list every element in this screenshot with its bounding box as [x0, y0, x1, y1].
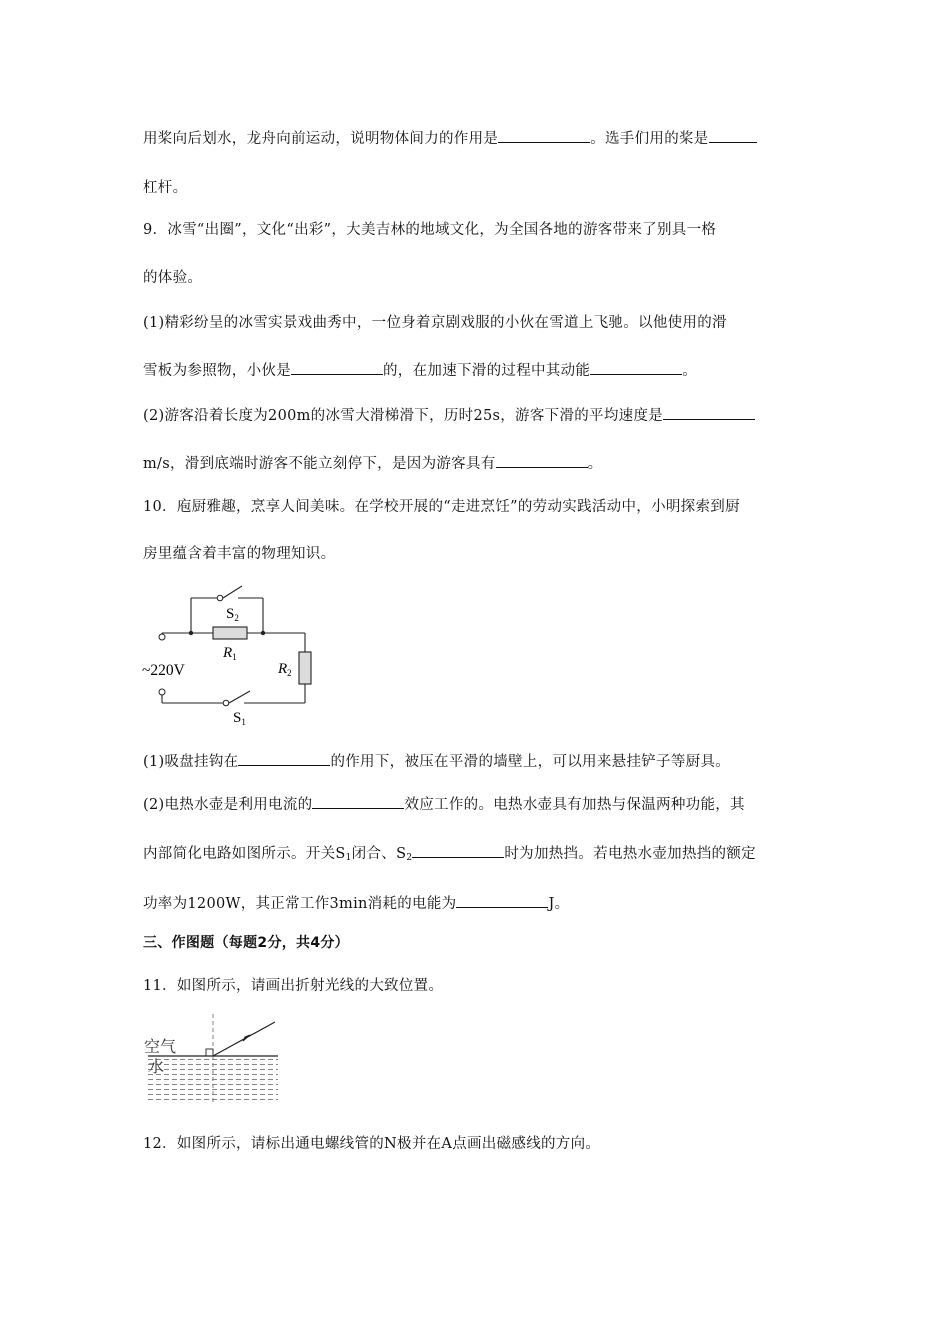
- text: 三、作图题（每题2分，共4分）: [143, 935, 349, 951]
- junction-dot: [189, 631, 193, 635]
- text-line: [143, 360, 810, 381]
- label-r2: $R_2$: [278, 661, 292, 678]
- subscript: 2: [406, 853, 413, 863]
- text-line: [143, 893, 810, 914]
- text-line: [143, 268, 810, 288]
- text: 用桨向后划水，龙舟向前运动，说明物体间力的作用是: [143, 131, 499, 147]
- text-line: [143, 128, 810, 149]
- question-9-2: [143, 405, 810, 426]
- text-line: [143, 544, 810, 564]
- label-water: 水: [148, 1059, 165, 1076]
- label-s2: $S_2$: [226, 606, 239, 623]
- text: 闭合、S: [351, 846, 407, 862]
- terminal: [159, 689, 165, 695]
- text: 12．如图所示，请标出通电螺线管的N极并在A点画出磁感线的方向。: [143, 1136, 601, 1152]
- switch-s1-blade: [229, 691, 250, 703]
- question-9: [143, 220, 810, 240]
- answer-blank[interactable]: [709, 128, 757, 143]
- switch-s2-contact: [217, 595, 223, 601]
- answer-blank[interactable]: [412, 843, 504, 858]
- text-line: [143, 453, 810, 474]
- text: (1)吸盘挂钩在: [143, 754, 239, 770]
- text: 杠杆。: [143, 180, 188, 196]
- answer-blank[interactable]: [238, 751, 330, 766]
- label-s1: $S_1$: [233, 710, 246, 727]
- label-voltage: ~220V: [142, 662, 185, 679]
- label-air: 空气: [144, 1039, 177, 1056]
- text: (2)游客沿着长度为200m的冰雪大滑梯滑下，历时25s，游客下滑的平均速度是: [143, 408, 664, 424]
- text: 时为加热挡。若电热水壶加热挡的额定: [504, 846, 756, 862]
- arrow-icon: [243, 1035, 250, 1041]
- circuit-diagram: [138, 580, 328, 728]
- text: (2)电热水壶是利用电流的: [143, 797, 313, 813]
- resistor-r1: [213, 627, 247, 639]
- text: 雪板为参照物，小伙是: [143, 363, 291, 379]
- text: 的作用下，被压在平滑的墙壁上，可以用来悬挂铲子等厨具。: [330, 754, 731, 770]
- answer-blank[interactable]: [498, 128, 590, 143]
- question-10: [143, 497, 810, 517]
- text: 内部简化电路如图所示。开关S: [143, 846, 346, 862]
- text: 的体验。: [143, 270, 203, 286]
- text: 的，在加速下滑的过程中其动能: [383, 363, 591, 379]
- text-line: [143, 843, 810, 868]
- text: m/s，滑到底端时游客不能立刻停下，是因为游客具有: [143, 456, 496, 472]
- question-11: [143, 976, 810, 996]
- answer-blank[interactable]: [496, 453, 588, 468]
- text: J。: [548, 896, 570, 912]
- section-3-heading: [143, 933, 810, 953]
- text: 。: [682, 363, 698, 379]
- question-10-2: [143, 794, 810, 815]
- text: 11．如图所示，请画出折射光线的大致位置。: [143, 978, 444, 994]
- refraction-diagram: [140, 1012, 282, 1104]
- switch-s2-blade: [223, 586, 242, 598]
- text: 功率为1200W，其正常工作3min消耗的电能为: [143, 896, 457, 912]
- switch-s1-contact: [223, 700, 229, 706]
- subscript: 1: [345, 853, 352, 863]
- junction-dot: [261, 631, 265, 635]
- text: 。: [587, 456, 603, 472]
- text: (1)精彩纷呈的冰雪实景戏曲秀中，一位身着京剧戏服的小伙在雪道上飞驰。以他使用的滑: [143, 315, 727, 331]
- text-line: [143, 178, 810, 198]
- question-9-1: [143, 313, 810, 333]
- answer-blank[interactable]: [663, 405, 755, 420]
- answer-blank[interactable]: [312, 794, 404, 809]
- question-12: [143, 1134, 810, 1154]
- answer-blank[interactable]: [456, 893, 548, 908]
- answer-blank[interactable]: [291, 360, 383, 375]
- right-angle-mark: [206, 1049, 213, 1056]
- label-r1: $R_1$: [223, 645, 237, 662]
- text: 。选手们用的桨是: [590, 131, 709, 147]
- resistor-r2: [299, 652, 311, 684]
- text: 9．冰雪“出圈”，文化“出彩”，大美吉林的地域文化，为全国各地的游客带来了别具一格: [143, 222, 717, 238]
- terminal: [159, 634, 165, 640]
- text: 房里蕴含着丰富的物理知识。: [143, 546, 336, 562]
- text: 10．庖厨雅趣，烹享人间美味。在学校开展的“走进烹饪”的劳动实践活动中，小明探索到厨: [143, 499, 740, 515]
- text: 效应工作的。电热水壶具有加热与保温两种功能，其: [404, 797, 745, 813]
- question-10-1: [143, 751, 810, 772]
- answer-blank[interactable]: [590, 360, 682, 375]
